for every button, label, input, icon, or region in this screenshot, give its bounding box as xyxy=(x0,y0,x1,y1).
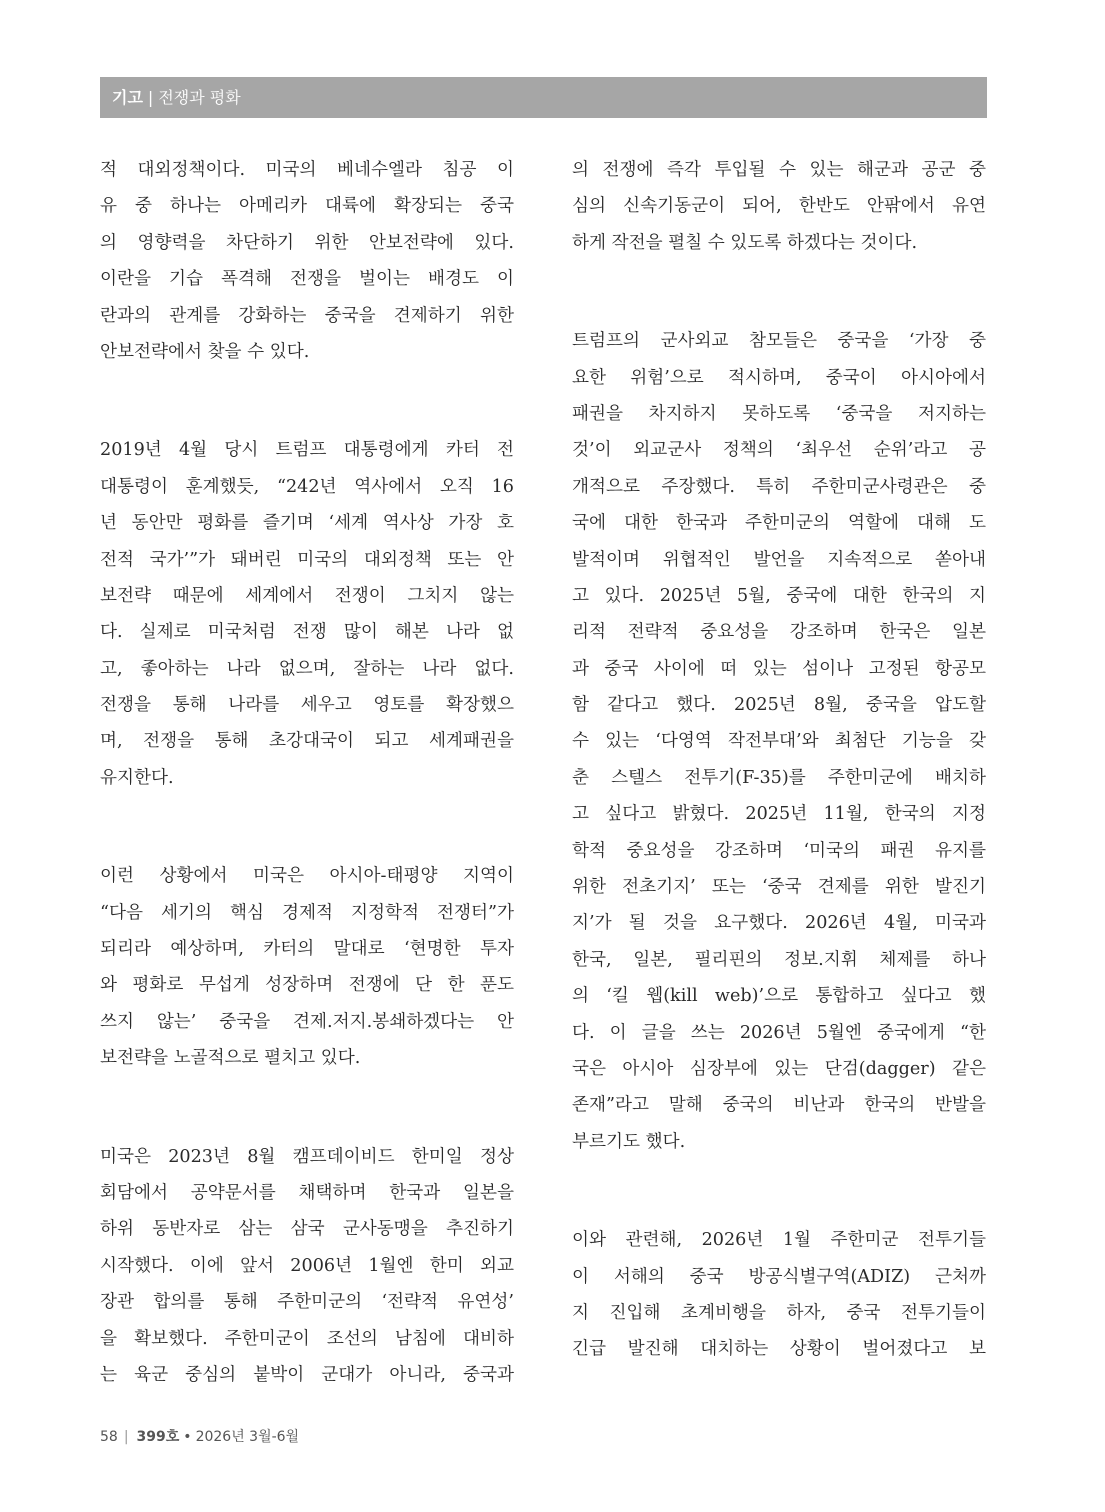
left-column xyxy=(100,152,514,1455)
text-line: 트럼프의 군사외교 참모들은 중국을 ‘가장 중 xyxy=(572,331,986,352)
issue-date: 2026년 3월-6월 xyxy=(195,1429,300,1445)
text-line: 함 같다고 했다. 2025년 8월, 중국을 압도할 xyxy=(572,695,986,716)
text-line: 지 진입해 초계비행을 하자, 중국 전투기들이 xyxy=(572,1302,986,1323)
left-column-paragraph xyxy=(100,432,514,796)
text-line: 와 평화로 무섭게 성장하며 전쟁에 단 한 푼도 xyxy=(100,975,514,996)
issue-number: 399호 xyxy=(136,1429,180,1445)
text-line: 지’가 될 것을 요구했다. 2026년 4월, 미국과 xyxy=(572,913,986,934)
text-line: 란과의 관계를 강화하는 중국을 견제하기 위한 xyxy=(100,305,514,326)
text-line: 시작했다. 이에 앞서 2006년 1월엔 한미 외교 xyxy=(100,1255,514,1276)
text-line: 발적이며 위협적인 발언을 지속적으로 쏟아내 xyxy=(572,549,986,570)
text-line: 이런 상황에서 미국은 아시아-태평양 지역이 xyxy=(100,866,514,887)
section-label: 기고 xyxy=(112,88,143,107)
right-column-paragraph xyxy=(572,152,986,261)
left-column-paragraph xyxy=(100,152,514,370)
text-line: 다. 실제로 미국처럼 전쟁 많이 해본 나라 없 xyxy=(100,622,514,643)
section-title: 전쟁과 평화 xyxy=(158,88,241,107)
right-column xyxy=(572,152,986,1430)
section-header-bar xyxy=(100,77,987,118)
text-line: 존재”라고 말해 중국의 비난과 한국의 반발을 xyxy=(572,1095,986,1116)
text-line: 국은 아시아 심장부에 있는 단검(dagger) 같은 xyxy=(572,1058,986,1079)
text-line: 개적으로 주장했다. 특히 주한미군사령관은 중 xyxy=(572,476,986,497)
text-line: 고 있다. 2025년 5월, 중국에 대한 한국의 지 xyxy=(572,585,986,606)
text-line: 유지한다. xyxy=(100,767,174,788)
text-line: 다. 이 글을 쓰는 2026년 5월엔 중국에게 “한 xyxy=(572,1022,986,1043)
text-line: 유 중 하나는 아메리카 대륙에 확장되는 중국 xyxy=(100,196,514,217)
text-line: 과 중국 사이에 떠 있는 섬이나 고정된 항공모 xyxy=(572,658,986,679)
text-line: 리적 전략적 중요성을 강조하며 한국은 일본 xyxy=(572,622,986,643)
text-line: 년 동안만 평화를 즐기며 ‘세계 역사상 가장 호 xyxy=(100,513,514,534)
footer-bullet: • xyxy=(183,1429,192,1445)
text-line: 위한 전초기지’ 또는 ‘중국 견제를 위한 발진기 xyxy=(572,877,986,898)
left-column-paragraph xyxy=(100,858,514,1076)
text-line: “다음 세기의 핵심 경제적 지정학적 전쟁터”가 xyxy=(100,902,514,923)
text-line: 심의 신속기동군이 되어, 한반도 안팎에서 유연 xyxy=(572,196,986,217)
text-line: 쓰지 않는’ 중국을 견제.저지.봉쇄하겠다는 안 xyxy=(100,1011,514,1032)
text-line: 장관 합의를 통해 주한미군의 ‘전략적 유연성’ xyxy=(100,1292,514,1313)
text-line: 학적 중요성을 강조하며 ‘미국의 패권 유지를 xyxy=(572,840,986,861)
text-line: 미국은 2023년 8월 캠프데이비드 한미일 정상 xyxy=(100,1146,514,1167)
text-line: 국에 대한 한국과 주한미군의 역할에 대해 도 xyxy=(572,513,986,534)
text-line: 전쟁을 통해 나라를 세우고 영토를 확장했으 xyxy=(100,695,514,716)
text-line: 부르기도 했다. xyxy=(572,1131,686,1152)
text-line: 긴급 발진해 대치하는 상황이 벌어졌다고 보 xyxy=(572,1339,986,1360)
right-column-paragraph xyxy=(572,323,986,1160)
text-line: 을 확보했다. 주한미군이 조선의 남침에 대비하 xyxy=(100,1328,514,1349)
text-line: 의 영향력을 차단하기 위한 안보전략에 있다. xyxy=(100,232,514,253)
text-line: 춘 스텔스 전투기(F-35)를 주한미군에 배치하 xyxy=(572,767,986,788)
text-line: 패권을 차지하지 못하도록 ‘중국을 저지하는 xyxy=(572,403,986,424)
header-separator: | xyxy=(147,88,154,107)
text-line: 의 ‘킬 웹(kill web)’으로 통합하고 싶다고 했 xyxy=(572,986,986,1007)
footer-separator: | xyxy=(123,1429,129,1445)
text-line: 안보전략에서 찾을 수 있다. xyxy=(100,341,310,362)
text-line: 이 서해의 중국 방공식별구역(ADIZ) 근처까 xyxy=(572,1266,986,1287)
text-line: 고 싶다고 밝혔다. 2025년 11월, 한국의 지정 xyxy=(572,804,986,825)
text-line: 회담에서 공약문서를 채택하며 한국과 일본을 xyxy=(100,1182,514,1203)
text-line: 되리라 예상하며, 카터의 말대로 ‘현명한 투자 xyxy=(100,939,514,960)
left-column-paragraph xyxy=(100,1139,514,1394)
text-line: 보전략 때문에 세계에서 전쟁이 그치지 않는 xyxy=(100,585,514,606)
text-line: 2019년 4월 당시 트럼프 대통령에게 카터 전 xyxy=(100,440,514,461)
text-line: 적 대외정책이다. 미국의 베네수엘라 침공 이 xyxy=(100,160,514,180)
text-line: 한국, 일본, 필리핀의 정보.지휘 체제를 하나 xyxy=(572,949,986,970)
text-line: 하게 작전을 펼칠 수 있도록 하겠다는 것이다. xyxy=(572,232,918,253)
text-line: 고, 좋아하는 나라 없으며, 잘하는 나라 없다. xyxy=(100,658,514,679)
right-column-paragraph xyxy=(572,1222,986,1368)
text-line: 수 있는 ‘다영역 작전부대’와 최첨단 기능을 갖 xyxy=(572,731,986,752)
text-line: 보전략을 노골적으로 펼치고 있다. xyxy=(100,1048,361,1069)
text-line: 대통령이 훈계했듯, “242년 역사에서 오직 16 xyxy=(100,476,514,497)
text-line: 이와 관련해, 2026년 1월 주한미군 전투기들 xyxy=(572,1230,986,1251)
text-line: 요한 위험’으로 적시하며, 중국이 아시아에서 xyxy=(572,367,986,388)
text-line: 전적 국가’”가 돼버린 미국의 대외정책 또는 안 xyxy=(100,549,514,570)
text-line: 며, 전쟁을 통해 초강대국이 되고 세계패권을 xyxy=(100,731,514,752)
page-footer xyxy=(100,1426,299,1446)
text-line: 이란을 기습 폭격해 전쟁을 벌이는 배경도 이 xyxy=(100,269,514,290)
text-line: 의 전쟁에 즉각 투입될 수 있는 해군과 공군 중 xyxy=(572,160,986,180)
page-number: 58 xyxy=(100,1429,118,1445)
text-line: 것’이 외교군사 정책의 ‘최우선 순위’라고 공 xyxy=(572,440,986,461)
text-line: 는 육군 중심의 붙박이 군대가 아니라, 중국과 xyxy=(100,1364,514,1385)
text-line: 하위 동반자로 삼는 삼국 군사동맹을 추진하기 xyxy=(100,1219,514,1240)
